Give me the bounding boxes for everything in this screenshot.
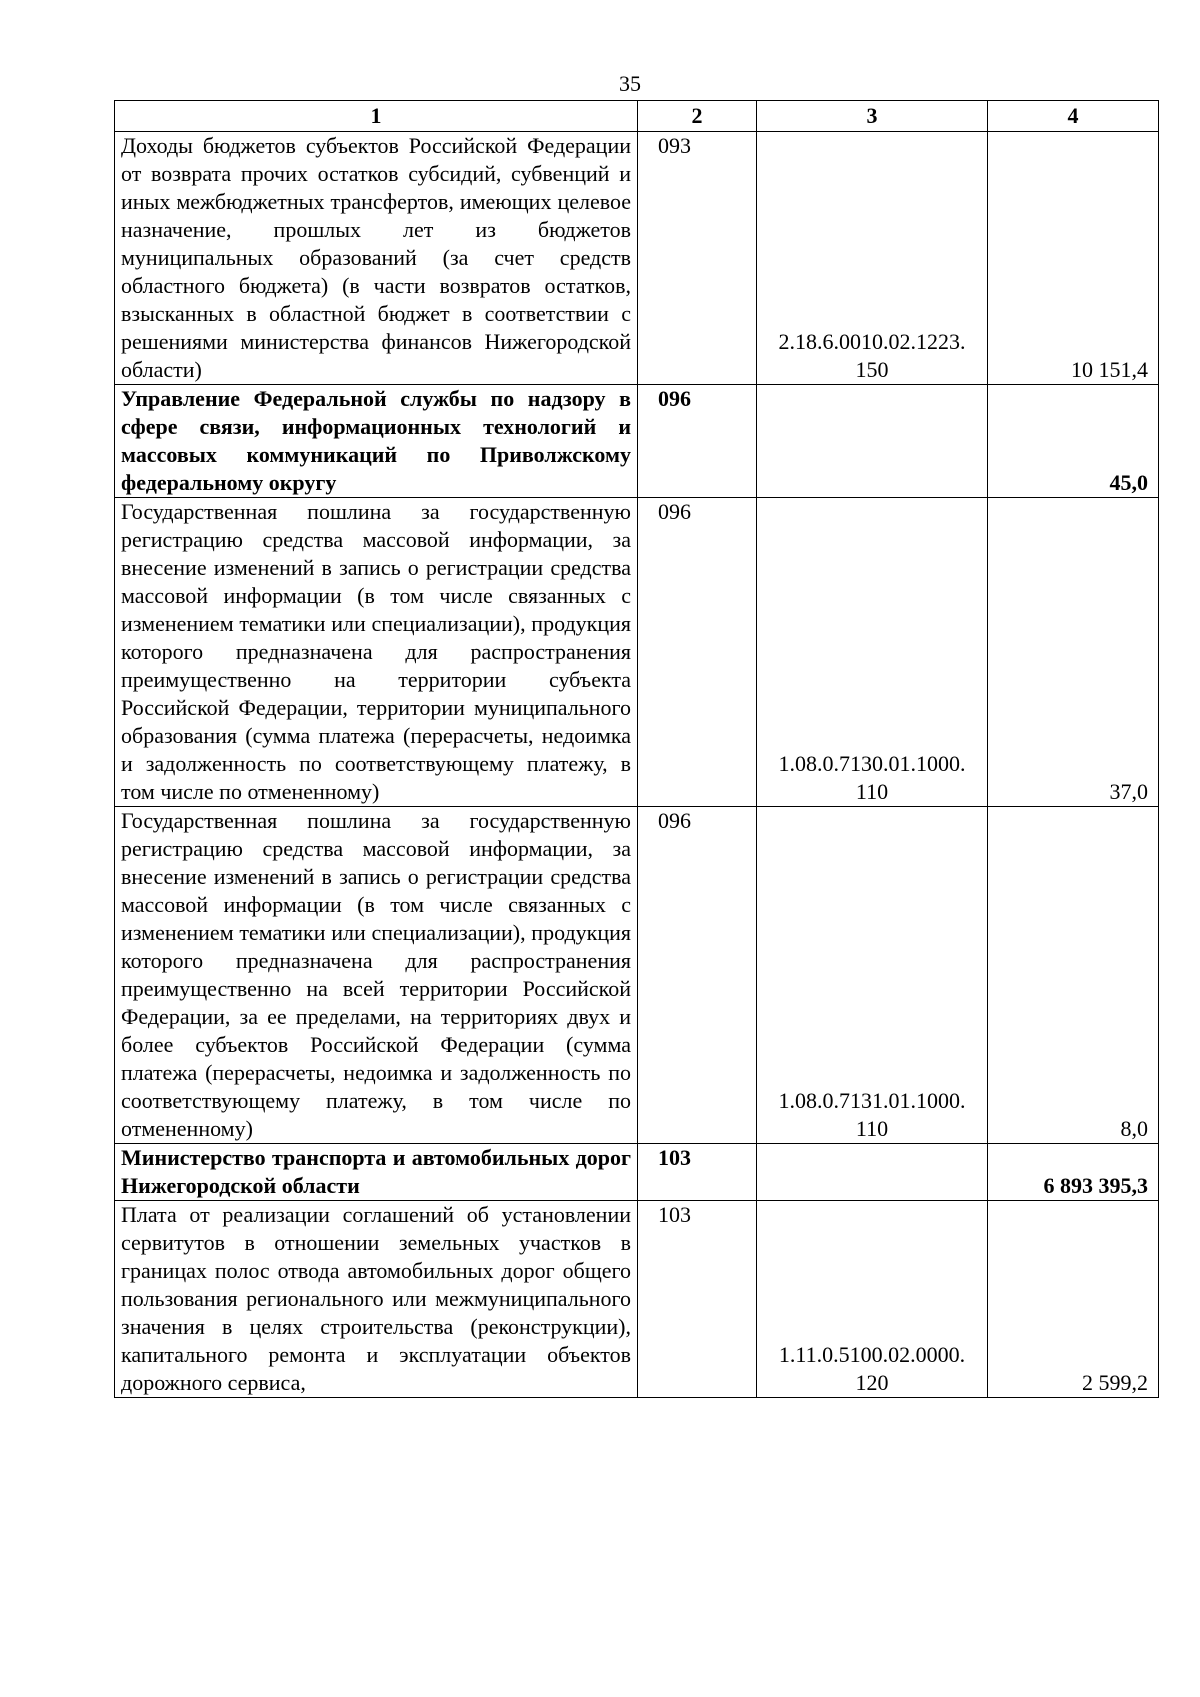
row-name: Доходы бюджетов субъектов Российской Федерации от возврата прочих остатков субсидий, субвенций и иных межбюджетных трансфертов, имеющих целевое назначение, прошлых лет из бюджетов муниципальных образований (за счет средств областного бюджета) (в части возвратов остатков, взысканных в областной бюджет в соответствии с решениями министерства финансов Нижегородской области) bbox=[115, 132, 638, 385]
table-row bbox=[115, 1201, 1159, 1398]
kbk-line-1: 2.18.6.0010.02.1223. bbox=[778, 329, 966, 354]
kbk-line-1: 1.08.0.7131.01.1000. bbox=[778, 1088, 966, 1113]
table-row bbox=[115, 1144, 1159, 1201]
kbk-line-1: 1.08.0.7130.01.1000. bbox=[778, 751, 966, 776]
table-row bbox=[115, 132, 1159, 385]
header-col-4: 4 bbox=[988, 101, 1159, 132]
row-kbk bbox=[757, 1144, 988, 1201]
table-row bbox=[115, 385, 1159, 498]
row-name: Плата от реализации соглашений об установлении сервитутов в отношении земельных участков в границах полос отвода автомобильных дорог общего пользования регионального или межмуниципального значения в целях строительства (реконструкции), капитального ремонта и эксплуатации объектов дорожного сервиса, bbox=[115, 1201, 638, 1398]
header-col-1: 1 bbox=[115, 101, 638, 132]
kbk-line-2: 120 bbox=[855, 1370, 889, 1395]
page-number: 35 bbox=[619, 71, 641, 96]
row-kbk bbox=[757, 498, 988, 807]
row-kbk bbox=[757, 132, 988, 385]
header-col-3: 3 bbox=[757, 101, 988, 132]
header-row bbox=[115, 101, 1159, 132]
row-amount: 37,0 bbox=[988, 498, 1159, 807]
row-name: Министерство транспорта и автомобильных дорог Нижегородской области bbox=[115, 1144, 638, 1201]
header-col-2: 2 bbox=[638, 101, 757, 132]
kbk-line-2: 110 bbox=[855, 1116, 889, 1141]
table-row bbox=[115, 498, 1159, 807]
row-kbk bbox=[757, 807, 988, 1144]
kbk-line-2: 110 bbox=[855, 779, 889, 804]
row-admin-code: 093 bbox=[638, 132, 757, 385]
row-amount: 2 599,2 bbox=[988, 1201, 1159, 1398]
row-kbk bbox=[757, 385, 988, 498]
row-kbk bbox=[757, 1201, 988, 1398]
row-admin-code: 096 bbox=[638, 807, 757, 1144]
row-admin-code: 096 bbox=[638, 498, 757, 807]
table-row bbox=[115, 807, 1159, 1144]
kbk-line-2: 150 bbox=[855, 357, 889, 382]
row-name: Государственная пошлина за государственную регистрацию средства массовой информации, за внесение изменений в запись о регистрации средства массовой информации (в том числе связанных с изменением тематики или специализации), продукция которого предназначена для распространения преимущественно на всей территории Российской Федерации, за ее пределами, на территориях двух и более субъектов Российской Федерации (сумма платежа (перерасчеты, недоимка и задолженность по соответствующему платежу, в том числе по отмененному) bbox=[115, 807, 638, 1144]
row-amount: 6 893 395,3 bbox=[988, 1144, 1159, 1201]
row-name: Управление Федеральной службы по надзору в сфере связи, информационных технологий и массовых коммуникаций по Приволжскому федеральному округу bbox=[115, 385, 638, 498]
row-amount: 10 151,4 bbox=[988, 132, 1159, 385]
row-admin-code: 103 bbox=[638, 1201, 757, 1398]
kbk-line-1: 1.11.0.5100.02.0000. bbox=[778, 1342, 966, 1367]
row-amount: 8,0 bbox=[988, 807, 1159, 1144]
row-admin-code: 103 bbox=[638, 1144, 757, 1201]
row-name: Государственная пошлина за государственную регистрацию средства массовой информации, за внесение изменений в запись о регистрации средства массовой информации (в том числе связанных с изменением тематики или специализации), продукция которого предназначена для распространения преимущественно на территории субъекта Российской Федерации, территории муниципального образования (сумма платежа (перерасчеты, недоимка и задолженность по соответствующему платежу, в том числе по отмененному) bbox=[115, 498, 638, 807]
revenue-table bbox=[114, 100, 1159, 1398]
row-admin-code: 096 bbox=[638, 385, 757, 498]
row-amount: 45,0 bbox=[988, 385, 1159, 498]
